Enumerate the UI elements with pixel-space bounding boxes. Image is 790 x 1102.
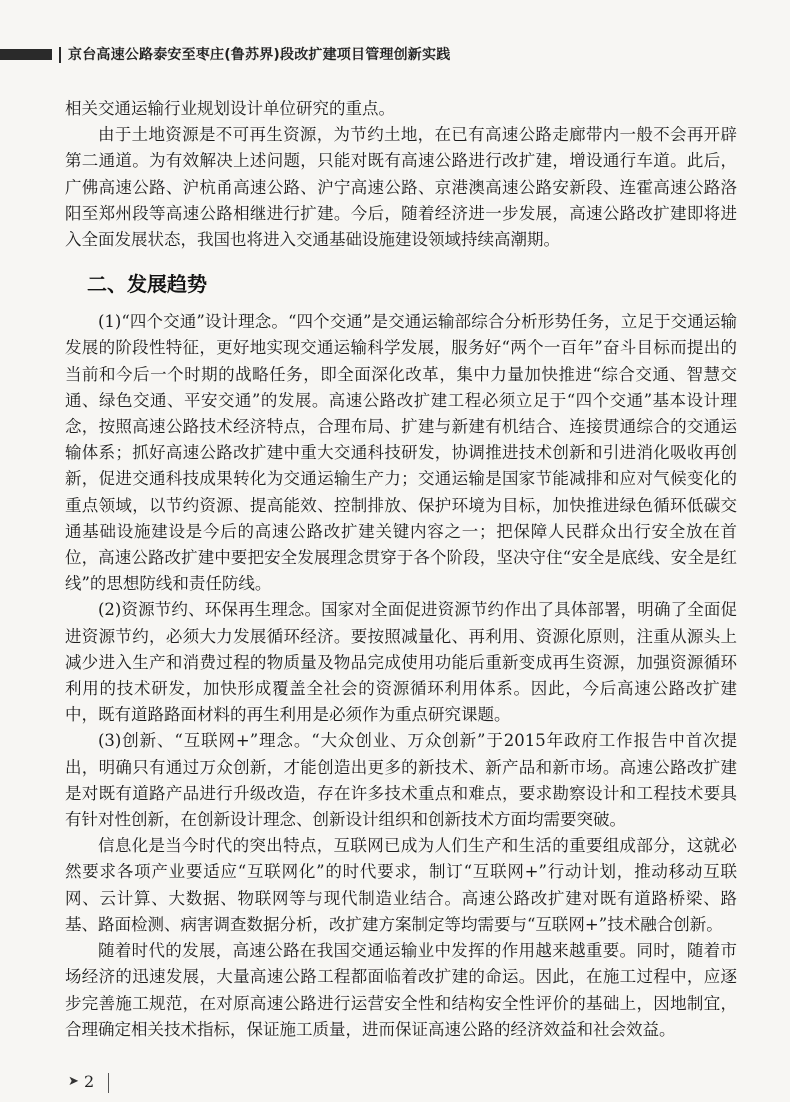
section-heading: 二、发展趋势 bbox=[87, 272, 207, 297]
header-decor-bar bbox=[0, 49, 52, 60]
paragraph: (2)资源节约、环保再生理念。国家对全面促进资源节约作出了具体部署，明确了全面促进资源节约，必须大力发展循环经济。要按照减量化、再利用、资源化原则，注重从源头上减少进入生产和消费过程的物质量及物品完成使用功能后重新变成再生资源，加强资源循环利用的技术研发，加快形成覆盖全社会的资源循环利用体系。因此，今后高速公路改扩建中，既有道路路面材料的再生利用是必须作为重点研究课题。 bbox=[65, 600, 737, 725]
paragraph: (3)创新、“互联网+”理念。“大众创业、万众创新”于2015年政府工作报告中首次提出，明确只有通过万众创新，才能创造出更多的新技术、新产品和新市场。高速公路改扩建是对既有道路产品进行升级改造，存在许多技术重点和难点，要求勘察设计和工程技术要具有针对性创新，在创新设计理念、创新设计组织和创新技术方面均需要突破。 bbox=[65, 731, 737, 830]
running-header bbox=[0, 44, 790, 66]
footer-divider bbox=[108, 1073, 109, 1093]
paragraph: (1)“四个交通”设计理念。“四个交通”是交通运输部综合分析形势任务，立足于交通运输发展的阶段性特征，更好地实现交通运输科学发展，服务好“两个一百年”奋斗目标而提出的当前和今后一个时期的战略任务，即全面深化改革，集中力量加快推进“综合交通、智慧交通、绿色交通、平安交通”的发展。高速公路改扩建工程必须立足于“四个交通”基本设计理念，按照高速公路技术经济特点，合理布局、扩建与新建有机结合、连接贯通综合的交通运输体系；抓好高速公路改扩建中重大交通科技研发，协调推进技术创新和引进消化吸收再创新，促进交通科技成果转化为交通运输生产力；交通运输是国家节能减排和应对气候变化的重点领域，以节约资源、提高能效、控制排放、保护环境为目标，加快推进绿色循环低碳交通基础设施建设是今后的高速公路改扩建关键内容之一；把保障人民群众出行安全放在首位，高速公路改扩建中要把安全发展理念贯穿于各个阶段，坚决守住“安全是底线、安全是红线”的思想防线和责任防线。 bbox=[65, 312, 737, 594]
arrow-icon: ➤ bbox=[68, 1074, 79, 1089]
running-header-title: 京台高速公路泰安至枣庄(鲁苏界)段改扩建项目管理创新实践 bbox=[68, 47, 451, 63]
paragraph-continued: 相关交通运输行业规划设计单位研究的重点。 bbox=[65, 99, 395, 118]
page-body bbox=[65, 96, 737, 1043]
paragraph: 由于土地资源是不可再生资源，为节约土地，在已有高速公路走廊带内一般不会再开辟第二通道。为有效解决上述问题，只能对既有高速公路进行改扩建，增设通行车道。此后，广佛高速公路、沪杭甬高速公路、沪宁高速公路、京港澳高速公路安新段、连霍高速公路洛阳至郑州段等高速公路相继进行扩建。今后，随着经济进一步发展，高速公路改扩建即将进入全面发展状态，我国也将进入交通基础设施建设领域持续高潮期。 bbox=[65, 125, 737, 250]
paragraph: 随着时代的发展，高速公路在我国交通运输业中发挥的作用越来越重要。同时，随着市场经济的迅速发展，大量高速公路工程都面临着改扩建的命运。因此，在施工过程中，应逐步完善施工规范，在对原高速公路进行运营安全性和结构安全性评价的基础上，因地制宜，合理确定相关技术指标，保证施工质量，进而保证高速公路的经济效益和社会效益。 bbox=[65, 941, 737, 1039]
header-divider bbox=[59, 47, 61, 63]
paragraph: 信息化是当今时代的突出特点，互联网已成为人们生产和生活的重要组成部分，这就必然要求各项产业要适应“互联网化”的时代要求，制订“互联网+”行动计划，推动移动互联网、云计算、大数据、物联网等与现代制造业结合。高速公路改扩建对既有道路桥梁、路基、路面检测、病害调查数据分析，改扩建方案制定等均需要与“互联网+”技术融合创新。 bbox=[65, 836, 737, 934]
page-number: 2 bbox=[84, 1072, 95, 1091]
